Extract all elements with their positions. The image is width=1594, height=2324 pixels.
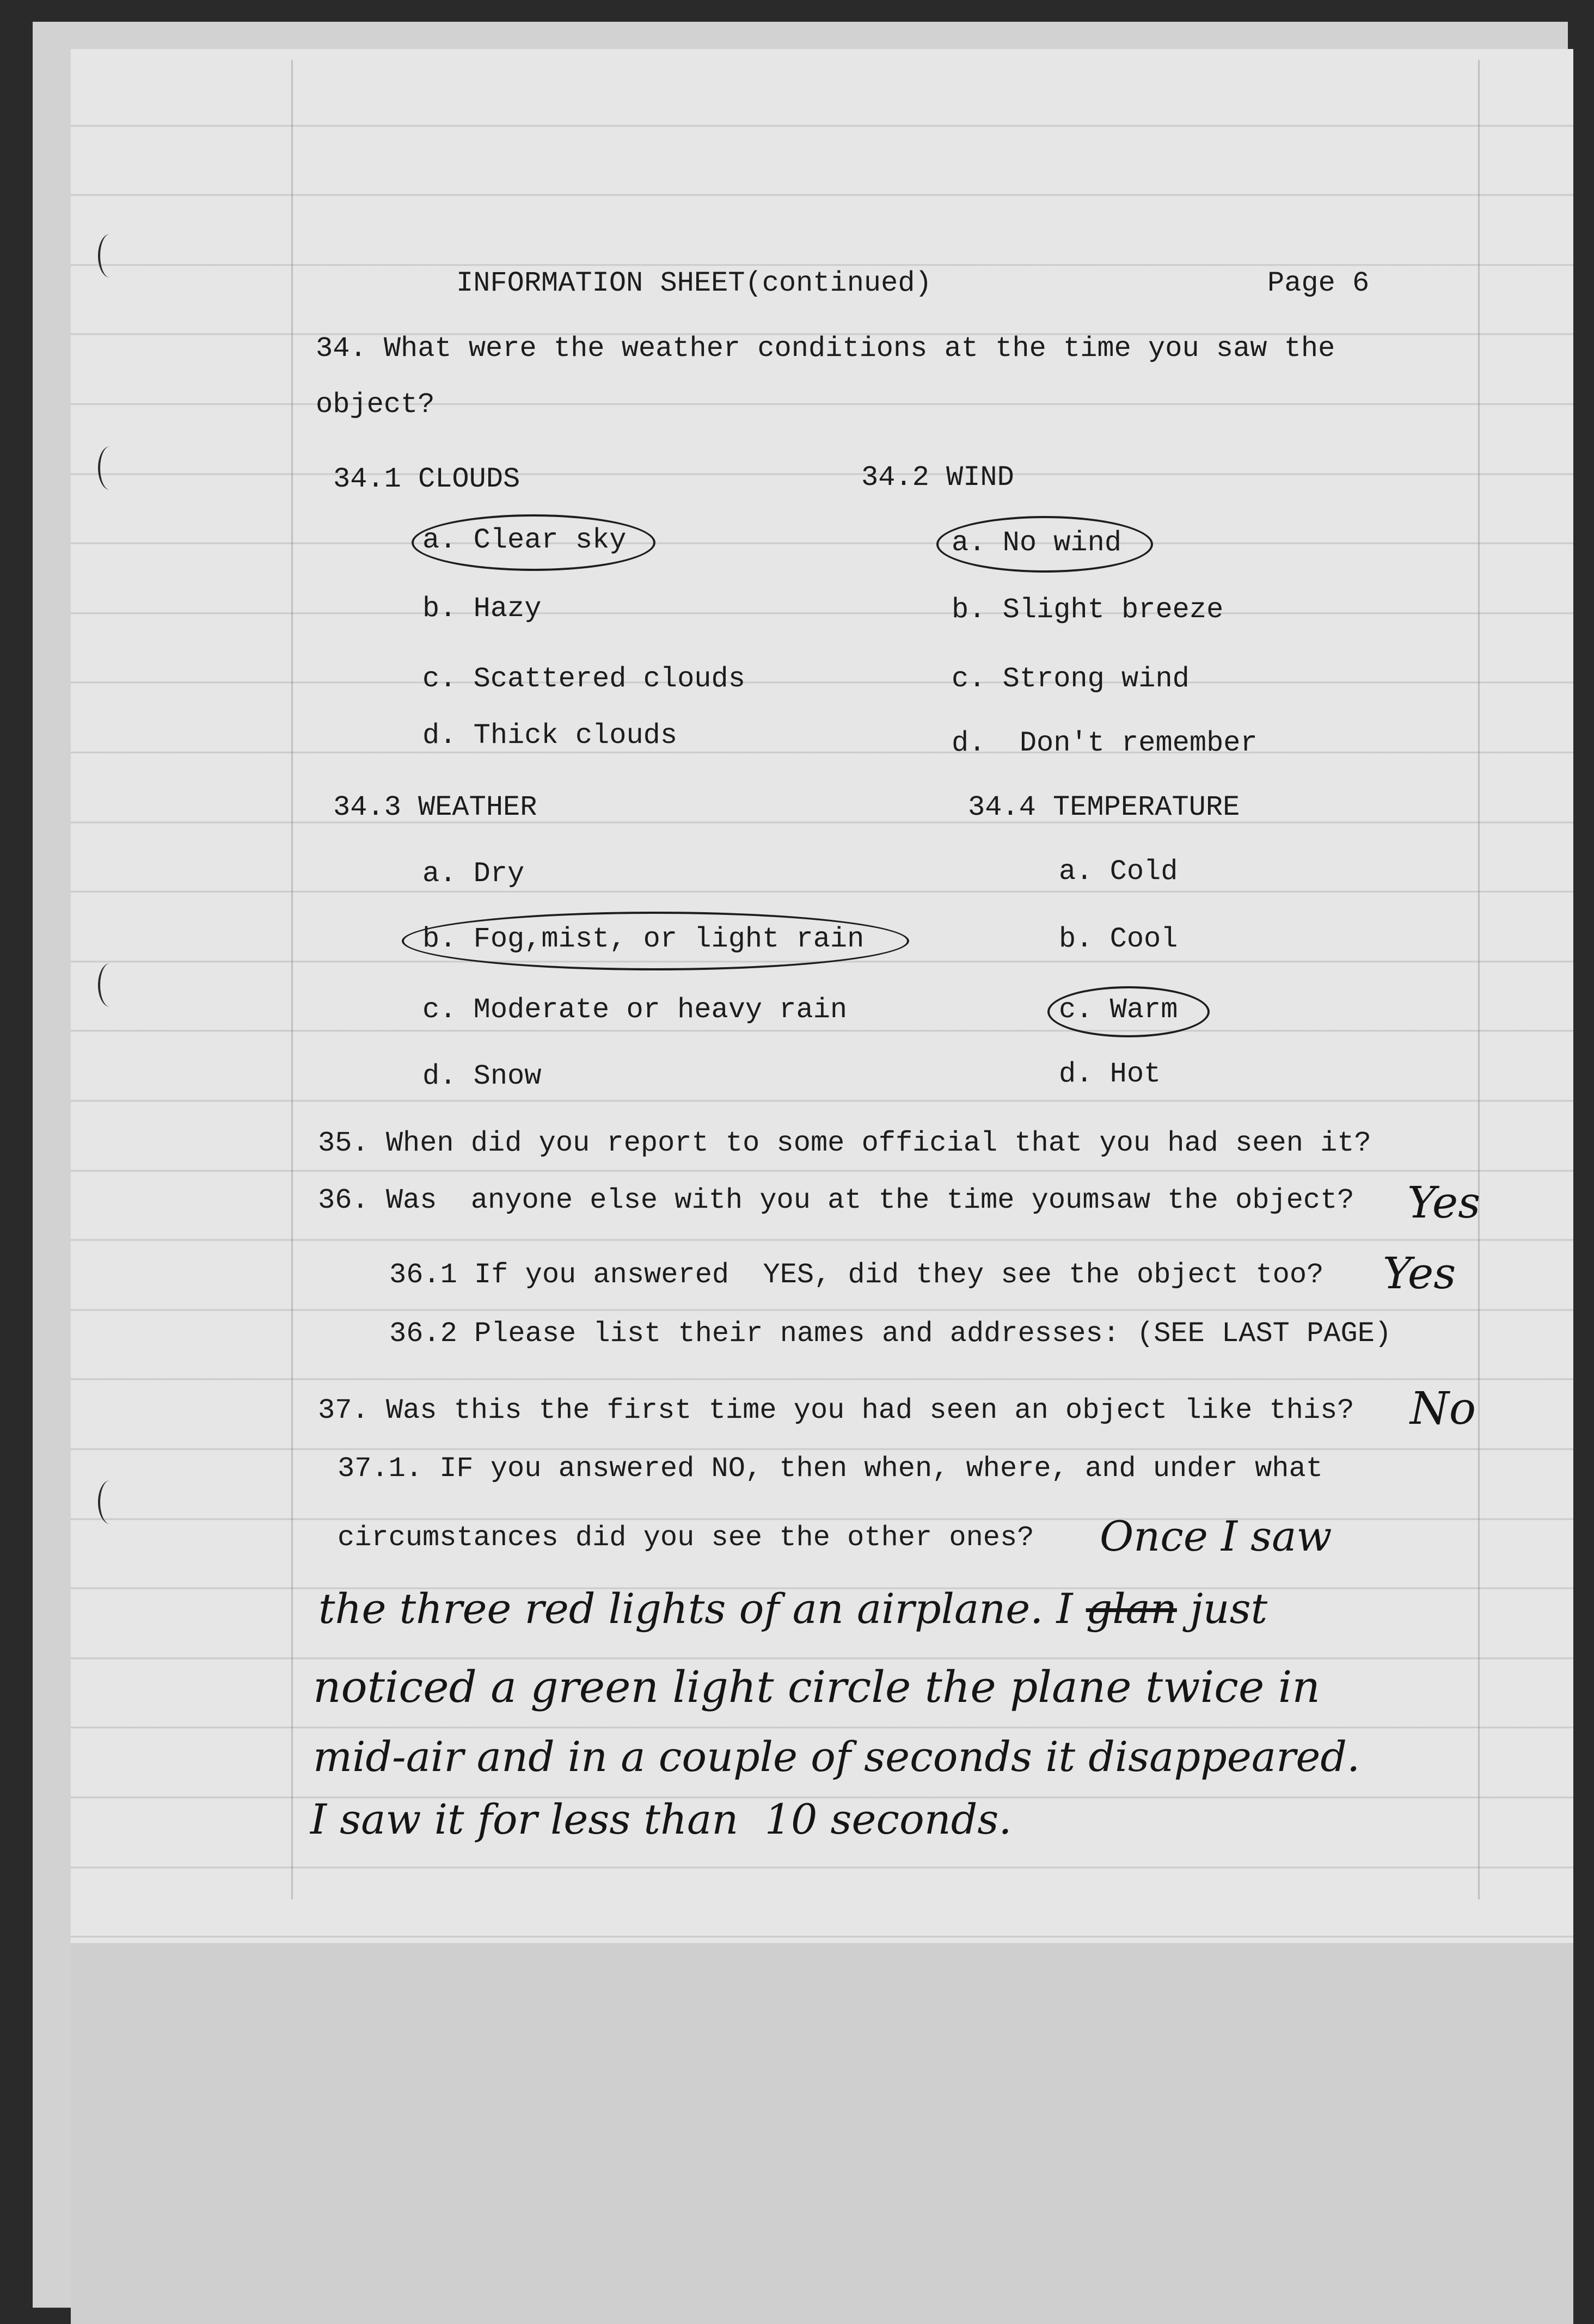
temperature-option-b: b. Cool: [1059, 923, 1178, 955]
page-number: Page 6: [1267, 267, 1370, 299]
handwritten-line-1: the three red lights of an airplane. I glan just: [318, 1584, 1268, 1633]
handwritten-answer-37: No: [1410, 1383, 1476, 1435]
clouds-option-a: a. Clear sky: [422, 524, 627, 556]
punch-hole-mark: [98, 234, 122, 278]
question-37-1-line1: 37.1. IF you answered NO, then when, where, and under what: [338, 1453, 1323, 1485]
clouds-option-d: d. Thick clouds: [422, 720, 678, 752]
temperature-option-d: d. Hot: [1059, 1058, 1161, 1090]
wind-option-c: c. Strong wind: [952, 663, 1190, 695]
handwritten-line-2: noticed a green light circle the plane twice in: [313, 1662, 1320, 1712]
question-37: 37. Was this the first time you had seen an object like this?: [318, 1394, 1354, 1427]
clouds-heading: 34.1 CLOUDS: [333, 463, 520, 495]
page-lower-margin: [71, 1943, 1573, 2324]
wind-option-b: b. Slight breeze: [952, 594, 1224, 626]
weather-option-a: a. Dry: [422, 858, 525, 890]
question-34-line2: object?: [316, 389, 435, 421]
clouds-option-c: c. Scattered clouds: [422, 663, 745, 695]
weather-option-d: d. Snow: [422, 1060, 542, 1092]
sheet-title: INFORMATION SHEET(continued): [456, 267, 932, 299]
handwritten-line-4: I saw it for less than 10 seconds.: [310, 1795, 1012, 1843]
weather-option-b: b. Fog,mist, or light rain: [422, 923, 865, 955]
left-margin-rule: [291, 60, 293, 1899]
question-37-1-line2: circumstances did you see the other ones?: [338, 1522, 1034, 1554]
question-36-1: 36.1 If you answered YES, did they see the object too?: [389, 1259, 1324, 1291]
question-36: 36. Was anyone else with you at the time youmsaw the object?: [318, 1184, 1354, 1216]
weather-heading: 34.3 WEATHER: [333, 791, 537, 823]
punch-hole-mark: [98, 963, 122, 1007]
right-margin-rule: [1478, 60, 1480, 1899]
question-34-line1: 34. What were the weather conditions at the time you saw the: [316, 333, 1335, 365]
wind-option-d: d. Don't remember: [952, 727, 1258, 759]
punch-hole-mark: [98, 446, 122, 490]
wind-option-a: a. No wind: [952, 527, 1122, 559]
weather-option-c: c. Moderate or heavy rain: [422, 994, 848, 1026]
question-36-2: 36.2 Please list their names and addresses: (SEE LAST PAGE): [389, 1318, 1392, 1350]
punch-hole-mark: [98, 1480, 122, 1524]
clouds-option-b: b. Hazy: [422, 593, 542, 625]
struck-word: glan: [1086, 1584, 1177, 1633]
scan-frame: [33, 22, 1568, 2308]
wind-heading: 34.2 WIND: [861, 462, 1014, 494]
question-35: 35. When did you report to some official that you had seen it?: [318, 1127, 1371, 1159]
temperature-option-a: a. Cold: [1059, 856, 1178, 888]
handwritten-answer-36-1: Yes: [1383, 1248, 1456, 1299]
handwritten-answer-36: Yes: [1407, 1177, 1481, 1228]
temperature-heading: 34.4 TEMPERATURE: [968, 791, 1240, 823]
temperature-option-c: c. Warm: [1059, 994, 1178, 1026]
handwritten-response-start: Once I saw: [1100, 1512, 1332, 1560]
handwritten-line-3: mid-air and in a couple of seconds it disappeared.: [313, 1732, 1360, 1781]
